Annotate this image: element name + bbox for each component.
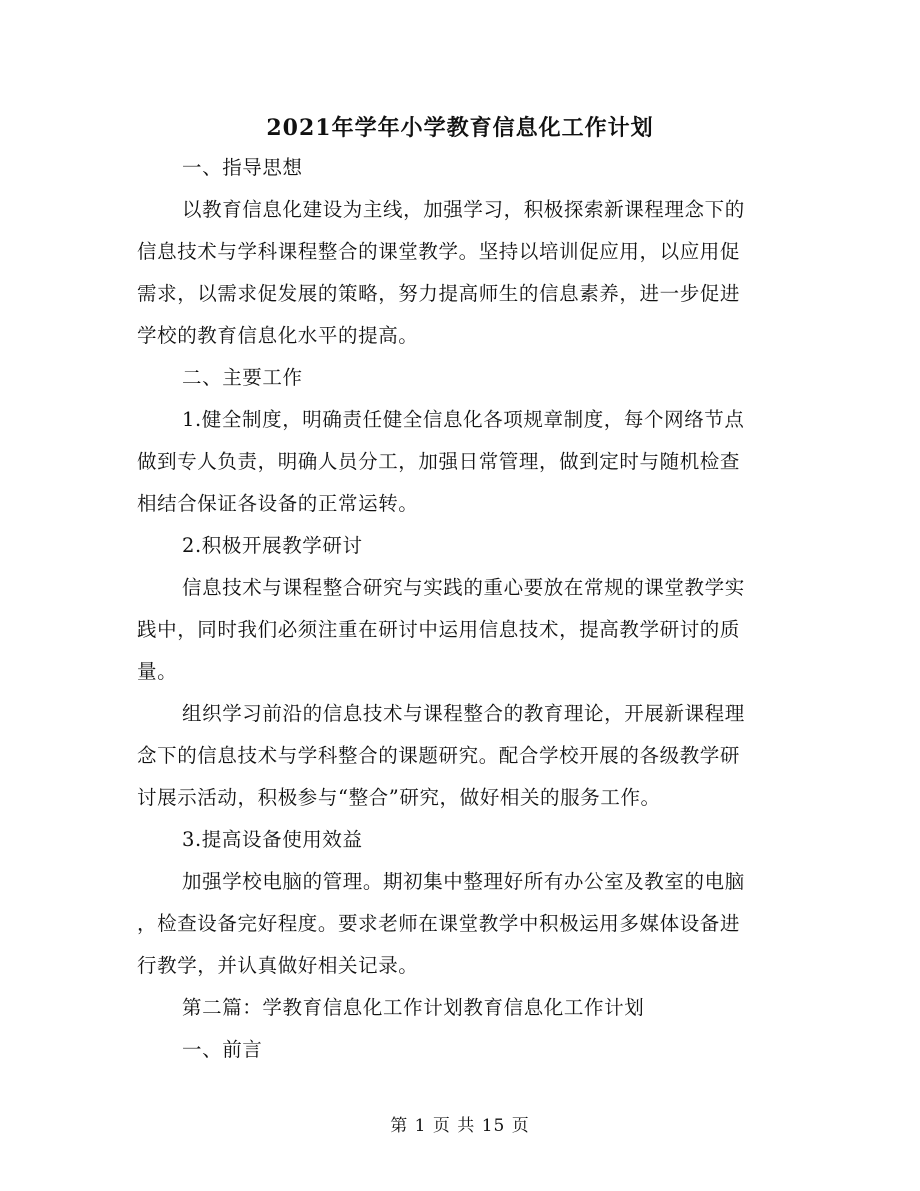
paragraph-line: 念下的信息技术与学科整合的课题研究。配合学校开展的各级教学研 xyxy=(137,744,741,767)
page-footer: 第 1 页 共 15 页 xyxy=(390,1116,530,1136)
section-heading: 一、前言 xyxy=(182,1038,263,1061)
paragraph-line: 以教育信息化建设为主线，加强学习，积极探索新课程理念下的 xyxy=(182,198,745,221)
subsection-heading: 3.提高设备使用效益 xyxy=(182,828,363,851)
paragraph-line: 1.健全制度，明确责任健全信息化各项规章制度，每个网络节点 xyxy=(182,408,745,431)
section-heading: 二、主要工作 xyxy=(182,366,303,389)
paragraph-line: 学校的教育信息化水平的提高。 xyxy=(137,324,419,347)
paragraph-line: 行教学，并认真做好相关记录。 xyxy=(137,954,419,977)
paragraph-line: 信息技术与学科课程整合的课堂教学。坚持以培训促应用，以应用促 xyxy=(137,240,741,263)
section-heading: 第二篇：学教育信息化工作计划教育信息化工作计划 xyxy=(182,996,645,1019)
paragraph-line: 组织学习前沿的信息技术与课程整合的教育理论，开展新课程理 xyxy=(182,702,745,725)
paragraph-line: 量。 xyxy=(137,660,178,683)
paragraph-line: 讨展示活动，积极参与“整合”研究，做好相关的服务工作。 xyxy=(137,786,661,809)
paragraph-line: 信息技术与课程整合研究与实践的重心要放在常规的课堂教学实 xyxy=(182,576,745,599)
paragraph-line: 践中，同时我们必须注重在研讨中运用信息技术，提高教学研讨的质 xyxy=(137,618,741,641)
subsection-heading: 2.积极开展教学研讨 xyxy=(182,534,363,557)
paragraph-line: 需求，以需求促发展的策略，努力提高师生的信息素养，进一步促进 xyxy=(137,282,741,305)
paragraph-line: ，检查设备完好程度。要求老师在课堂教学中积极运用多媒体设备进 xyxy=(137,912,741,935)
document-title: 2021年学年小学教育信息化工作计划 xyxy=(266,115,654,141)
paragraph-line: 做到专人负责，明确人员分工，加强日常管理，做到定时与随机检查 xyxy=(137,450,741,473)
section-heading: 一、指导思想 xyxy=(182,156,303,179)
paragraph-line: 相结合保证各设备的正常运转。 xyxy=(137,492,419,515)
paragraph-line: 加强学校电脑的管理。期初集中整理好所有办公室及教室的电脑 xyxy=(182,870,745,893)
